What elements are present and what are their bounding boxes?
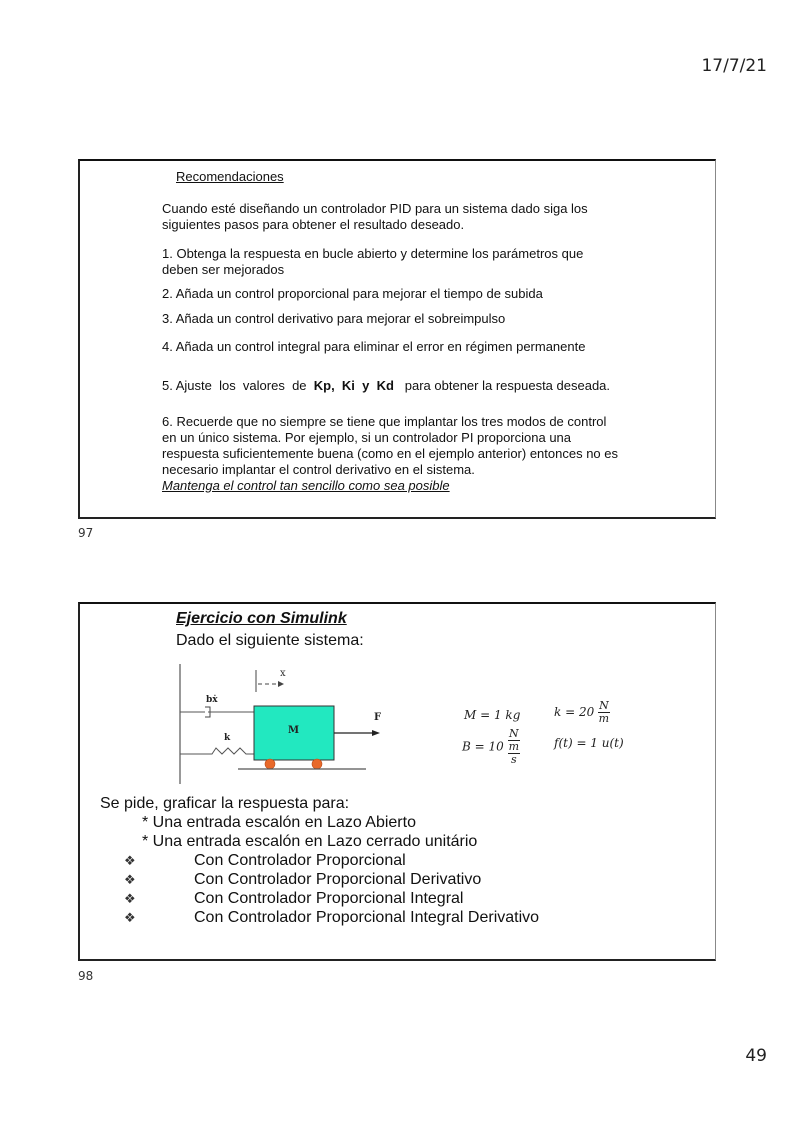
spring [180, 748, 254, 754]
step-5-post: para obtener la respuesta deseada. [393, 378, 611, 393]
bullet-item: ❖ Con Controlador Proporcional Integral [124, 890, 464, 907]
mass-spring-damper-diagram [170, 662, 390, 786]
diamond-bullet-icon: ❖ [124, 872, 136, 887]
slide-title: Ejercicio con Simulink [176, 610, 347, 627]
slide-number: 98 [78, 969, 94, 983]
step-6-line-4: necesario implantar el control derivativo en el sistema. [162, 462, 475, 477]
param-damper-value: B = 10 [462, 739, 504, 754]
slide-recomendaciones [78, 159, 716, 519]
closing-note: Mantenga el control tan sencillo como sea posible [162, 478, 450, 493]
page-number: 49 [745, 1046, 767, 1066]
param-damper-unit: N m s [508, 727, 520, 766]
param-spring [554, 700, 610, 725]
slide-title: Recomendaciones [176, 169, 284, 184]
displacement-arrowhead [278, 681, 284, 687]
step-5-gains: Kp, Ki y Kd [313, 378, 394, 393]
step-5-pre: 5. Ajuste los valores de [162, 378, 314, 393]
wheel-right [312, 759, 322, 769]
step-6-line-1: 6. Recuerde que no siempre se tiene que implantar los tres modos de control [162, 414, 607, 429]
step-3: 3. Añada un control derivativo para mejorar el sobreimpulso [162, 311, 506, 326]
param-damper [462, 728, 520, 766]
slide-subtitle: Dado el siguiente sistema: [176, 632, 364, 649]
bullet-item: ❖ Con Controlador Proporcional [124, 852, 406, 869]
damper-label: bẋ [206, 695, 218, 705]
intro-line-2: siguientes pasos para obtener el resultado deseado. [162, 217, 465, 232]
step-5 [162, 378, 610, 394]
param-mass: M = 1 kg [464, 708, 521, 722]
wheel-left [265, 759, 275, 769]
bullet-item: ❖ Con Controlador Proporcional Integral Derivativo [124, 909, 540, 926]
task-intro: Se pide, graficar la respuesta para: [100, 795, 350, 812]
slide-ejercicio-simulink [78, 602, 716, 961]
step-6-line-2: en un único sistema. Por ejemplo, si un controlador PI proporciona una [162, 430, 572, 445]
task-item-1: * Una entrada escalón en Lazo Abierto [142, 814, 416, 831]
force-label: F [374, 712, 382, 723]
force-arrowhead [372, 730, 380, 736]
task-item-2: * Una entrada escalón en Lazo cerrado unitário [142, 833, 478, 850]
document-date: 17/7/21 [701, 56, 767, 76]
param-spring-value: k = 20 [554, 705, 595, 719]
param-input: f(t) = 1 u(t) [554, 736, 624, 750]
bullet-item: ❖ Con Controlador Proporcional Derivativo [124, 871, 482, 888]
diamond-bullet-icon: ❖ [124, 891, 136, 906]
spring-label: k [224, 733, 231, 743]
param-spring-unit: $\frac{N}{m}$ [598, 699, 610, 725]
step-1-line-2: deben ser mejorados [162, 262, 285, 277]
step-6-line-3: respuesta suficientemente buena (como en el ejemplo anterior) entonces no es [162, 446, 618, 461]
diamond-bullet-icon: ❖ [124, 910, 136, 925]
displacement-label: x [280, 668, 286, 679]
slide-number: 97 [78, 526, 94, 540]
step-2: 2. Añada un control proporcional para mejorar el tiempo de subida [162, 286, 543, 301]
step-1-line-1: 1. Obtenga la respuesta en bucle abierto y determine los parámetros que [162, 246, 584, 261]
mass-label: M [288, 725, 300, 736]
diamond-bullet-icon: ❖ [124, 853, 136, 868]
step-4: 4. Añada un control integral para eliminar el error en régimen permanente [162, 339, 586, 354]
intro-line-1: Cuando esté diseñando un controlador PID para un sistema dado siga los [162, 201, 588, 216]
